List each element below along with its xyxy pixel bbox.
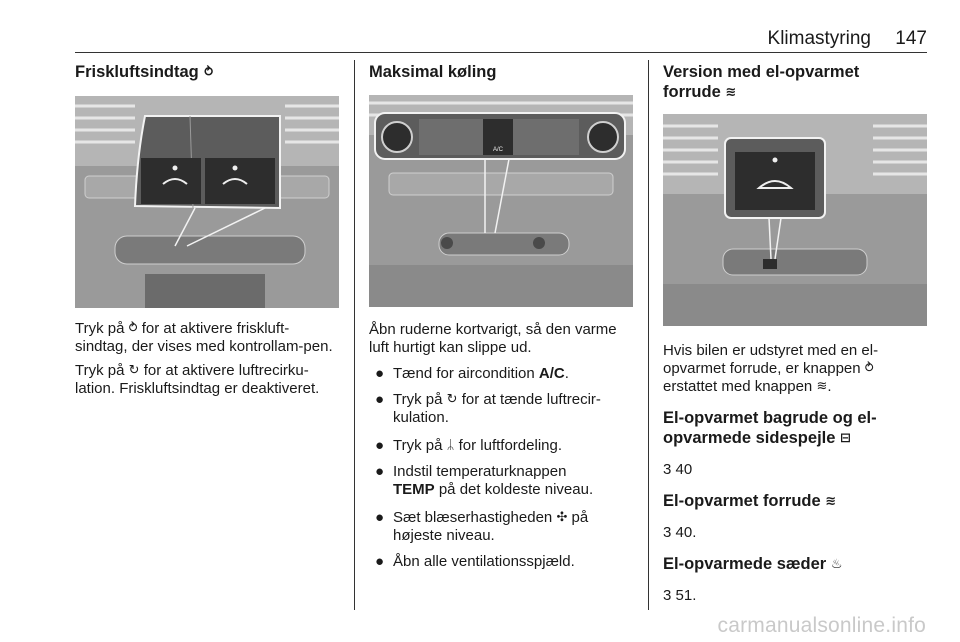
fresh-air-icon: ⥁	[203, 65, 215, 80]
paragraph-intro: Åbn ruderne kortvarigt, så den varme luft hurtigt kan slippe ud.	[369, 321, 617, 356]
list-item: ● Tryk på ↻ for at tænde luftrecir-kulation.	[375, 391, 601, 426]
column-divider-2	[648, 60, 649, 610]
heading-heated-rear-window: El-opvarmet bagrude og el-opvarmede sidespejle ⊟	[663, 409, 877, 447]
photo-heated-windscreen-button	[663, 114, 927, 326]
reference-rear-window: 3 40	[663, 461, 693, 478]
rear-window-heat-icon: ⊟	[840, 431, 851, 446]
list-item: ● Sæt blæserhastigheden ✣ på højeste niveau.	[375, 509, 589, 544]
list-item: ● Tryk på ᛦ for luftfordeling.	[375, 437, 562, 454]
list-item: ● Tænd for aircondition A/C.	[375, 365, 569, 382]
photo-max-cooling-controls	[369, 95, 633, 307]
windscreen-heat-icon: ≋	[816, 379, 828, 394]
recirculation-icon: ↻	[128, 363, 140, 378]
column-max-cooling	[369, 62, 633, 571]
column-divider-1	[354, 60, 355, 610]
heading-heated-seats: El-opvarmede sæder ♨	[663, 555, 843, 573]
paragraph-recirculation-on: Tryk på ↻ for at aktivere luftrecirku-lation. Friskluftsindtag er deaktiveret.	[75, 362, 320, 397]
ac-label: A/C	[492, 147, 504, 153]
column-heated-windscreen	[663, 62, 927, 605]
heading-max-cooling: Maksimal køling	[369, 63, 497, 81]
fresh-air-icon: ⥁	[864, 361, 874, 376]
heading-heated-windscreen-version: Version med el-opvarmet forrude ≋	[663, 63, 860, 101]
page-number: 147	[895, 28, 927, 49]
recirculation-icon: ↻	[446, 392, 458, 407]
air-distribution-icon: ᛦ	[446, 438, 455, 453]
windscreen-heat-icon: ≋	[725, 85, 737, 100]
header-rule	[75, 52, 927, 53]
column-fresh-air	[75, 62, 339, 398]
list-item: ● Åbn alle ventilationsspjæld.	[375, 553, 575, 570]
reference-windscreen: 3 40.	[663, 524, 697, 541]
photo-fresh-air-controls	[75, 96, 339, 308]
reference-seats: 3 51.	[663, 587, 697, 604]
watermark: carmanualsonline.info	[717, 614, 926, 637]
paragraph-fresh-air-on: Tryk på ⥁ for at aktivere friskluft-sindtag, der vises med kontrollam-pen.	[75, 320, 333, 355]
heading-heated-windscreen: El-opvarmet forrude ≋	[663, 492, 837, 510]
section-title: Klimastyring	[767, 28, 871, 49]
heading-fresh-air: Friskluftsindtag ⥁	[75, 63, 215, 81]
seat-heat-icon: ♨	[830, 557, 843, 572]
fan-icon: ✣	[556, 510, 568, 525]
paragraph-windscreen-replacement: Hvis bilen er udstyret med en el-opvarmet forrude, er knappen ⥁ erstattet med knappen ≋.	[663, 342, 879, 395]
fresh-air-icon: ⥁	[128, 321, 138, 336]
cooling-steps-list	[369, 365, 633, 571]
windscreen-heat-icon: ≋	[825, 494, 837, 509]
page-header	[75, 28, 927, 54]
list-item: ● Indstil temperaturknappen TEMP på det koldeste niveau.	[375, 463, 594, 498]
